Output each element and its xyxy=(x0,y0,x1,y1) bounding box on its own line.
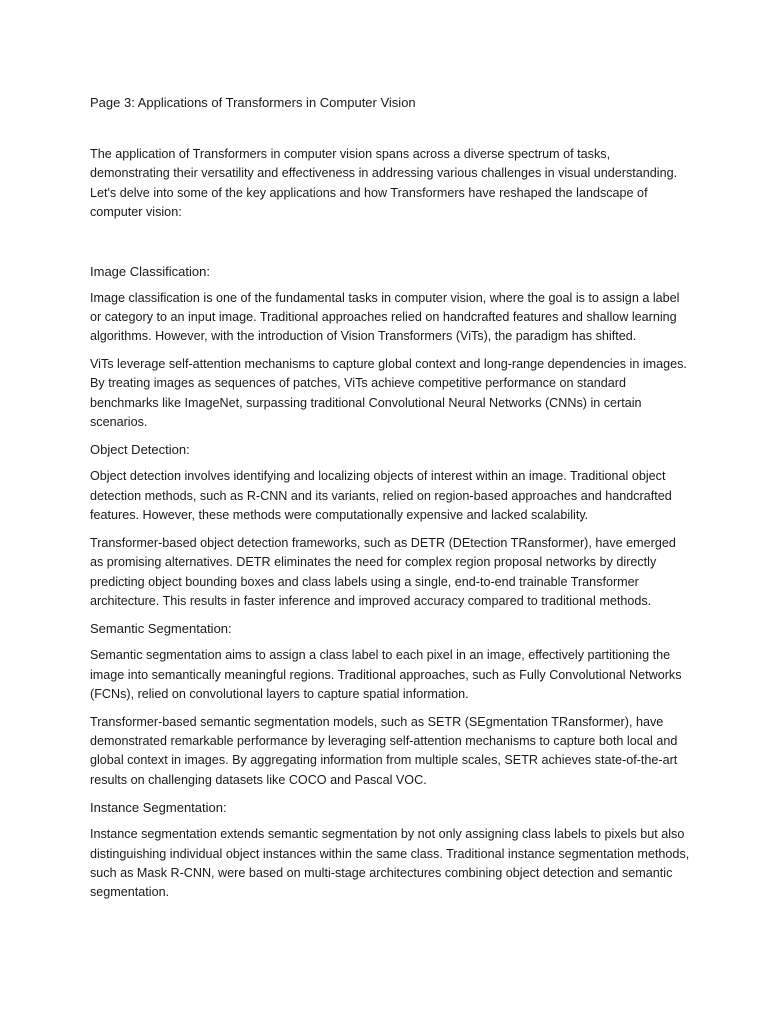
section-heading: Semantic Segmentation: xyxy=(90,621,232,637)
page-title: Page 3: Applications of Transformers in Computer Vision xyxy=(90,95,416,110)
body-paragraph: Instance segmentation extends semantic segmentation by not only assigning class labels to pixels but also distinguishing individual object instances within the same class. Traditional instance segmentation methods, such as Mask R-CNN, were based on multi-stage architectures combining object detection and semantic segmentation. xyxy=(90,827,690,900)
section-image-classification xyxy=(90,262,690,433)
section-object-detection xyxy=(90,440,690,611)
section-instance-segmentation xyxy=(90,798,690,903)
document-page xyxy=(90,93,690,903)
body-paragraph: Semantic segmentation aims to assign a class label to each pixel in an image, effectively partitioning the image into semantically meaningful regions. Traditional approaches, such as Fully Convolutional Networks (FCNs), relied on convolutional layers to capture spatial information. xyxy=(90,648,682,702)
section-heading: Object Detection: xyxy=(90,442,190,458)
body-paragraph: Transformer-based semantic segmentation models, such as SETR (SEgmentation TRansformer), have demonstrated remarkable performance by leveraging self-attention mechanisms to capture both local and global context in images. By aggregating information from multiple scales, SETR achieves state-of-the-art results on challenging datasets like COCO and Pascal VOC. xyxy=(90,714,678,787)
section-heading: Image Classification: xyxy=(90,263,210,279)
body-paragraph: Transformer-based object detection frameworks, such as DETR (DEtection TRansformer), have emerged as promising alternatives. DETR eliminates the need for complex region proposal networks by directly predicting object bounding boxes and class labels using a single, end-to-end trainable Transformer architecture. This results in faster inference and improved accuracy compared to traditional methods. xyxy=(90,535,676,608)
body-paragraph: ViTs leverage self-attention mechanisms to capture global context and long-range dependencies in images. By treating images as sequences of patches, ViTs achieve competitive performance on standard benchmarks like ImageNet, surpassing traditional Convolutional Neural Networks (CNNs) in certain scenarios. xyxy=(90,356,687,430)
section-heading: Instance Segmentation: xyxy=(90,800,227,816)
intro-paragraph: The application of Transformers in computer vision spans across a diverse spectrum of tasks, demonstrating their versatility and effectiveness in addressing various challenges in visual understanding. Let's delve into some of the key applications and how Transformers have reshaped the landscape of computer vision: xyxy=(90,147,678,220)
section-semantic-segmentation xyxy=(90,619,690,790)
body-paragraph: Image classification is one of the fundamental tasks in computer vision, where the goal is to assign a label or category to an input image. Traditional approaches relied on handcrafted features and shallow learning algorithms. However, with the introduction of Vision Transformers (ViTs), the paradigm has shifted. xyxy=(90,290,680,344)
body-paragraph: Object detection involves identifying and localizing objects of interest within an image. Traditional object detection methods, such as R-CNN and its variants, relied on region-based approaches and handcrafted features. However, these methods were computationally expensive and lacked scalability. xyxy=(90,469,672,523)
